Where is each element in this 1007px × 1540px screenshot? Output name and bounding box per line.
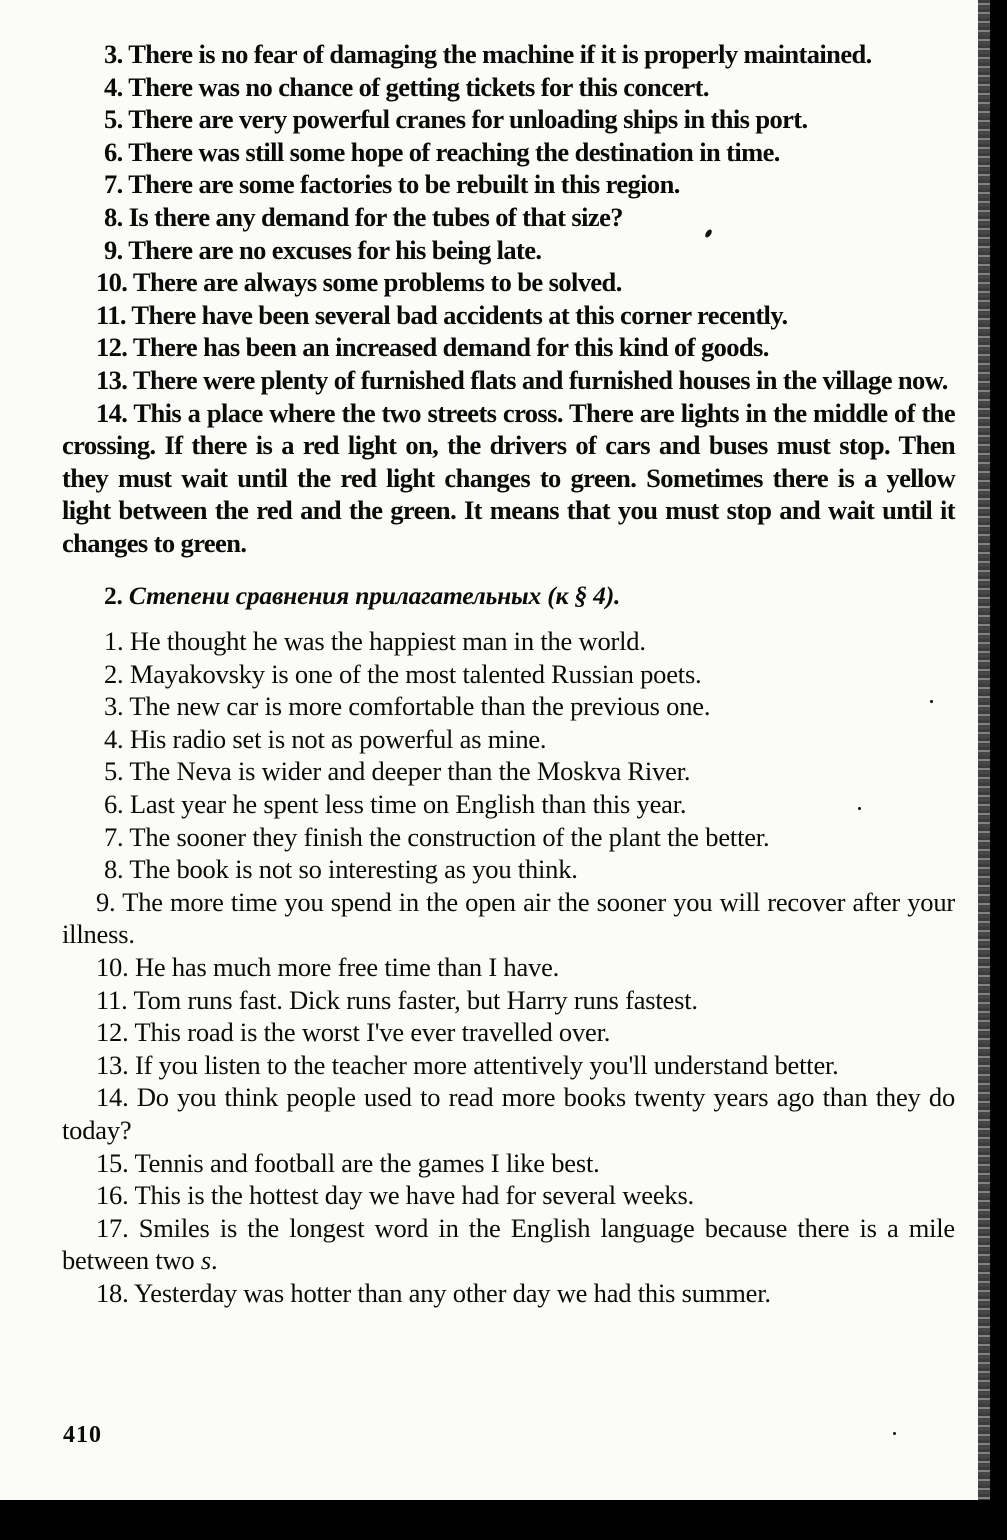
- sentence-line: 3. The new car is more comfortable than the previous one.: [104, 691, 711, 722]
- sentence-line: 11. Tom runs fast. Dick runs faster, but Harry runs fastest.: [96, 984, 698, 1015]
- sentence-text: 17. Smiles is the longest word in the English language because there is a mile between two: [62, 1212, 955, 1276]
- scan-speck: [893, 1432, 896, 1435]
- sentence-line: 1. He thought he was the happiest man in the world.: [104, 626, 646, 657]
- sentence-line: 4. There was no chance of getting tickets for this concert.: [104, 71, 709, 102]
- sentence-line: 12. There has been an increased demand for this kind of goods.: [96, 332, 769, 363]
- sentence-line: 5. The Neva is wider and deeper than the Moskva River.: [104, 756, 691, 787]
- italic-letter: s: [200, 1245, 212, 1276]
- sentence-line: 6. There was still some hope of reaching the destination in time.: [104, 136, 780, 167]
- sentence-line: 18. Yesterday was hotter than any other day we had this summer.: [96, 1277, 771, 1308]
- page-number: 410: [63, 1422, 102, 1448]
- section-title: Степени сравнения прилагательных (к § 4).: [128, 580, 621, 610]
- sentence-line: 7. The sooner they finish the construction of the plant the better.: [104, 821, 770, 852]
- sentence-paragraph: 9. The more time you spend in the open air the sooner you will recover after your illness.: [62, 886, 955, 950]
- sentence-line: 9. There are no excuses for his being late.: [104, 234, 542, 265]
- exercise-2-sentences: [62, 625, 955, 1309]
- sentence-line: 16. This is the hottest day we have had for several weeks.: [96, 1180, 694, 1211]
- sentence-line: 8. The book is not so interesting as you think.: [104, 854, 578, 885]
- sentence-paragraph: 13. There were plenty of furnished flats and furnished houses in the village now.: [96, 364, 948, 395]
- sentence-line: 4. His radio set is not as powerful as mine.: [104, 723, 547, 754]
- sentence-line: 7. There are some factories to be rebuilt in this region.: [104, 169, 680, 200]
- sentence-line: 6. Last year he spent less time on English than this year.: [104, 789, 687, 820]
- sentence-line: 10. He has much more free time than I have.: [96, 952, 560, 983]
- exercise-1-sentences: [62, 38, 955, 560]
- sentence-paragraph: 13. If you listen to the teacher more attentively you'll understand better.: [96, 1049, 839, 1080]
- section-heading: [62, 580, 955, 613]
- sentence-line: 5. There are very powerful cranes for unloading ships in this port.: [104, 104, 808, 135]
- sentence-line: 2. Mayakovsky is one of the most talented Russian poets.: [104, 658, 702, 689]
- sentence-line: 12. This road is the worst I've ever travelled over.: [96, 1017, 611, 1048]
- sentence-line: 10. There are always some problems to be solved.: [96, 267, 622, 298]
- sentence-end: .: [211, 1245, 218, 1276]
- sentence-paragraph: [62, 1212, 955, 1277]
- section-number: 2.: [104, 580, 123, 610]
- sentence-line: 15. Tennis and football are the games I like best.: [96, 1147, 600, 1178]
- sentence-line: 3. There is no fear of damaging the machine if it is properly maintained.: [104, 39, 872, 69]
- book-binding-edge: [978, 0, 990, 1500]
- sentence-paragraph: 14. This a place where the two streets cross. There are lights in the middle of the crossing. If there is a red light on, the drivers of cars and buses must stop. Then they must wait until the red light changes to green. Sometimes there is a yellow light between the red and the green. It means that you must stop and wait until it changes to green.: [62, 397, 955, 558]
- sentence-paragraph: 14. Do you think people used to read more books twenty years ago than they do today?: [62, 1082, 955, 1145]
- page-text: [62, 38, 955, 1310]
- sentence-line: 8. Is there any demand for the tubes of that size?: [104, 201, 623, 232]
- sentence-line: 11. There have been several bad accidents at this corner recently.: [96, 299, 788, 330]
